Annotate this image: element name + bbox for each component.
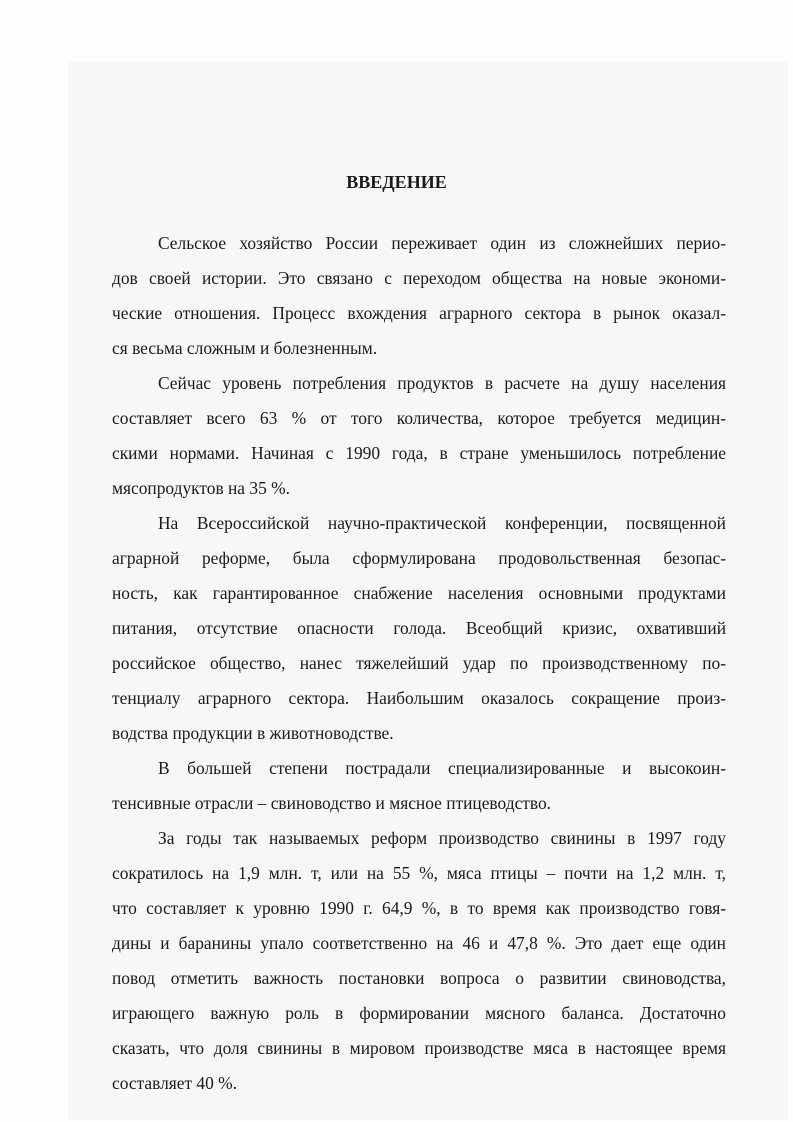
- text-line: ность, как гарантированное снабжение населения основными продуктами: [112, 583, 726, 603]
- text-line: составляет всего 63 % от того количества, которое требуется медицин-: [112, 408, 726, 428]
- text-line: Сейчас уровень потребления продуктов в расчете на душу населения: [158, 373, 726, 393]
- text-line: тенциалу аграрного сектора. Наибольшим оказалось сокращение произ-: [112, 688, 726, 708]
- page-title: ВВЕДЕНИЕ: [346, 172, 447, 192]
- paragraph-4: [112, 751, 726, 821]
- text-line: На Всероссийской научно-практической конференции, посвященной: [158, 513, 726, 533]
- text-line: дов своей истории. Это связано с переходом общества на новые экономи-: [112, 268, 726, 288]
- text-line: составляет 40 %.: [112, 1073, 237, 1093]
- text-line: российское общество, нанес тяжелейший удар по производственному по-: [112, 653, 726, 673]
- text-line: играющего важную роль в формировании мясного баланса. Достаточно: [112, 1003, 726, 1023]
- text-line: сказать, что доля свинины в мировом производстве мяса в настоящее время: [112, 1038, 726, 1058]
- paragraph-1: [112, 226, 726, 366]
- text-line: В большей степени пострадали специализированные и высокоин-: [158, 758, 726, 778]
- text-line: Сельское хозяйство России переживает один из сложнейших перио-: [158, 233, 726, 253]
- paragraph-5: [112, 821, 726, 1101]
- text-line: аграрной реформе, была сформулирована продовольственная безопас-: [112, 548, 726, 568]
- text-line: повод отметить важность постановки вопроса о развитии свиноводства,: [112, 968, 726, 988]
- text-line: дины и баранины упало соответственно на 46 и 47,8 %. Это дает еще один: [112, 933, 726, 953]
- text-line: За годы так называемых реформ производство свинины в 1997 году: [158, 828, 726, 848]
- body-text: [112, 226, 726, 1101]
- text-line: мясопродуктов на 35 %.: [112, 478, 290, 498]
- text-line: что составляет к уровню 1990 г. 64,9 %, в то время как производство говя-: [112, 898, 726, 918]
- text-line: скими нормами. Начиная с 1990 года, в стране уменьшилось потребление: [112, 443, 726, 463]
- text-line: водства продукции в животноводстве.: [112, 723, 394, 743]
- text-line: тенсивные отрасли – свиноводство и мясное птицеводство.: [112, 793, 552, 813]
- text-line: ческие отношения. Процесс вхождения аграрного сектора в рынок оказал-: [112, 303, 726, 323]
- text-line: сократилось на 1,9 млн. т, или на 55 %, мяса птицы – почти на 1,2 млн. т,: [112, 863, 726, 883]
- paragraph-2: [112, 366, 726, 506]
- text-line: ся весьма сложным и болезненным.: [112, 338, 378, 358]
- text-line: питания, отсутствие опасности голода. Всеобщий кризис, охвативший: [112, 618, 726, 638]
- paragraph-3: [112, 506, 726, 751]
